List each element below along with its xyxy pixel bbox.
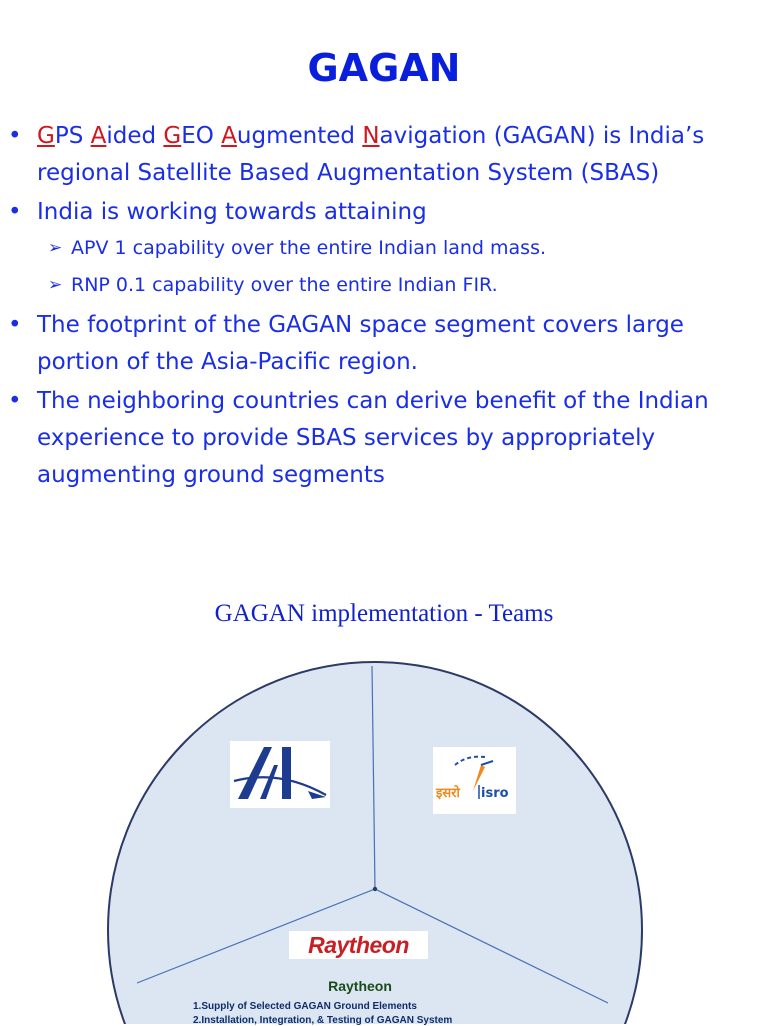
bullet-india-working xyxy=(0,194,768,231)
text-ided: ided xyxy=(106,123,164,149)
bullet-footprint xyxy=(0,307,768,381)
bullet-list xyxy=(0,118,768,496)
acronym-letter-n: N xyxy=(362,123,380,149)
bullet-gagan-definition xyxy=(0,118,768,192)
text-ugmented: ugmented xyxy=(236,123,363,149)
isro-logo xyxy=(433,747,516,814)
slide-title: GAGAN xyxy=(307,46,461,90)
bullet-text: India is working towards attaining xyxy=(37,199,427,225)
acronym-letter-g: G xyxy=(37,123,55,149)
acronym-letter-a2: A xyxy=(221,123,237,149)
sub-bullet-apv xyxy=(0,233,768,264)
text-eo: EO xyxy=(181,123,222,149)
bullet-text: The neighboring countries can derive benefit of the Indian experience to provide SBAS services by appropriately augmenting ground segments xyxy=(37,388,709,488)
text-ps: PS xyxy=(54,123,91,149)
teams-heading: GAGAN implementation - Teams xyxy=(214,600,554,627)
raytheon-logo: Raytheon xyxy=(289,931,428,959)
bullet-neighboring xyxy=(0,383,768,494)
raytheon-label: Raytheon xyxy=(328,978,392,994)
bullet-dot: • xyxy=(8,312,22,338)
sub-bullet-text: APV 1 capability over the entire Indian land mass. xyxy=(71,237,547,259)
acronym-letter-a: A xyxy=(90,123,107,149)
text-navigation-rest: avigation (GAGAN) is India’s regional Satellite Based Augmentation System (SBAS) xyxy=(37,123,705,186)
bullet-text: The footprint of the GAGAN space segment covers large portion of the Asia-Pacific region. xyxy=(37,312,684,375)
aai-logo xyxy=(230,741,330,808)
raytheon-item: 2.Installation, Integration, & Testing of GAGAN System xyxy=(193,1015,453,1026)
sub-bullet-rnp xyxy=(0,270,768,301)
bullet-dot: • xyxy=(8,199,22,225)
isro-logo-icon xyxy=(433,747,516,814)
bullet-dot: • xyxy=(8,388,22,414)
raytheon-item: 1.Supply of Selected GAGAN Ground Elements xyxy=(193,1001,417,1012)
center-point xyxy=(373,887,377,891)
isro-latin-text: isro xyxy=(481,786,509,801)
teams-circle-diagram xyxy=(0,648,768,1024)
bullet-dot: • xyxy=(8,123,22,149)
arrow-bullet-icon: ➢ xyxy=(48,275,63,295)
sub-bullet-text: RNP 0.1 capability over the entire Indian FIR. xyxy=(71,274,498,296)
arrow-bullet-icon: ➢ xyxy=(48,238,63,258)
acronym-letter-g2: G xyxy=(163,123,182,149)
aai-logo-icon xyxy=(230,741,330,808)
teams-circle xyxy=(108,662,642,1024)
isro-devanagari-text: इसरो xyxy=(436,786,460,801)
